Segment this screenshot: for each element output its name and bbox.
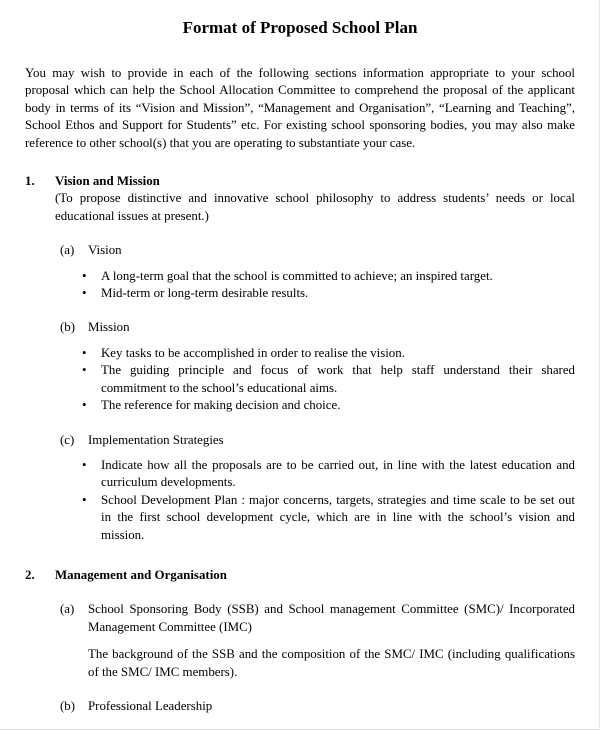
section-management-and-organisation bbox=[25, 567, 575, 715]
item-letter: (c) bbox=[60, 432, 75, 447]
section-content bbox=[55, 567, 575, 715]
bullet-item bbox=[55, 457, 575, 492]
bullet-text: The reference for making decision and choice. bbox=[101, 398, 341, 413]
bullet-text: Mid-term or long-term desirable results. bbox=[101, 286, 309, 301]
bullet-list bbox=[55, 268, 575, 303]
intro-paragraph: You may wish to provide in each of the following sections information appropriate to your school proposal which can help the School Allocation Committee to comprehend the proposal of the applicant body in terms of its “Vision and Mission”, “Management and Organisation”, “Learning and Teaching”, School Ethos and Support for Students” etc. For existing school sponsoring bodies, you may also make reference to other school(s) that you are operating to substantiate your case. bbox=[25, 66, 575, 150]
item-label-row bbox=[55, 319, 575, 336]
bullet-marker: • bbox=[82, 492, 87, 507]
bullet-text: School Development Plan : major concerns, targets, strategies and time scale to be set out in the first school development cycle, which are in line with the school’s vision and mission. bbox=[101, 492, 575, 542]
list-item-implementation-strategies bbox=[55, 432, 575, 544]
item-label: Implementation Strategies bbox=[88, 432, 224, 447]
item-label: School Sponsoring Body (SSB) and School management Committee (SMC)/ Incorporated Management Committee (IMC) bbox=[88, 602, 575, 634]
bullet-item bbox=[55, 492, 575, 544]
item-label-row bbox=[55, 432, 575, 449]
section-number: 1. bbox=[25, 174, 35, 189]
bullet-item bbox=[55, 285, 575, 302]
bullet-text: A long-term goal that the school is committed to achieve; an inspired target. bbox=[101, 268, 493, 283]
bullet-text: The guiding principle and focus of work that help staff understand their shared commitment to the school’s educational aims. bbox=[101, 363, 575, 395]
item-letter: (b) bbox=[60, 698, 76, 713]
bullet-list bbox=[55, 345, 575, 415]
bullet-marker: • bbox=[82, 457, 87, 472]
bullet-marker: • bbox=[82, 268, 87, 283]
item-label-row bbox=[55, 601, 575, 636]
bullet-item bbox=[55, 362, 575, 397]
list-item-vision bbox=[55, 242, 575, 302]
bullet-list bbox=[55, 457, 575, 544]
section-number: 2. bbox=[25, 567, 35, 582]
section-content bbox=[55, 173, 575, 544]
bullet-item bbox=[55, 345, 575, 362]
item-paragraph: The background of the SSB and the composition of the SMC/ IMC (including qualifications of the SMC/ IMC members). bbox=[88, 647, 575, 679]
item-label-row bbox=[55, 698, 575, 715]
item-label: Vision bbox=[88, 243, 122, 258]
list-item-ssb-smc-imc bbox=[55, 601, 575, 681]
section-heading: Vision and Mission bbox=[55, 174, 160, 189]
list-item-mission bbox=[55, 319, 575, 414]
item-label-row bbox=[55, 242, 575, 259]
bullet-marker: • bbox=[82, 286, 87, 301]
bullet-text: Key tasks to be accomplished in order to realise the vision. bbox=[101, 345, 405, 360]
bullet-marker: • bbox=[82, 363, 87, 378]
section-subtitle: (To propose distinctive and innovative school philosophy to address students’ needs or local educational issues at present.) bbox=[55, 191, 575, 223]
bullet-text: Indicate how all the proposals are to be carried out, in line with the latest education and curriculum developments. bbox=[101, 457, 575, 490]
list-item-professional-leadership bbox=[55, 698, 575, 715]
item-label: Mission bbox=[88, 320, 130, 335]
item-letter: (a) bbox=[60, 243, 75, 258]
bullet-marker: • bbox=[82, 345, 87, 360]
section-vision-and-mission bbox=[25, 173, 575, 544]
bullet-item bbox=[55, 268, 575, 285]
page-title: Format of Proposed School Plan bbox=[182, 18, 418, 37]
section-heading: Management and Organisation bbox=[55, 567, 227, 582]
item-letter: (a) bbox=[60, 602, 75, 617]
bullet-item bbox=[55, 397, 575, 414]
item-letter: (b) bbox=[60, 320, 76, 335]
bullet-marker: • bbox=[82, 398, 87, 413]
item-label: Professional Leadership bbox=[88, 698, 213, 713]
